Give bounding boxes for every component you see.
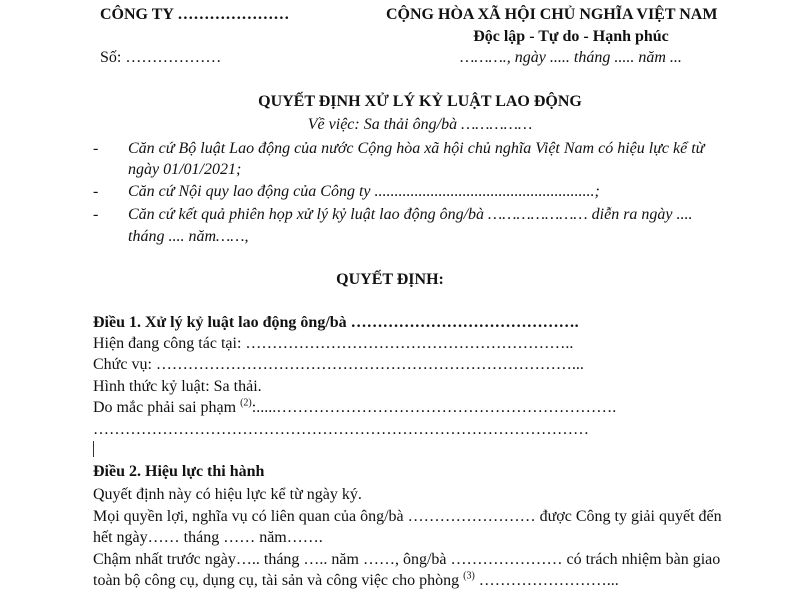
basis-dash: - — [93, 140, 99, 157]
violation-label: Do mắc phải sai phạm — [93, 399, 241, 416]
violation-blank: :.....………………………………………………………. — [251, 399, 617, 416]
article-1-violation-cont: ………………………………………………………………………………… — [93, 421, 589, 438]
basis-dash: - — [93, 206, 99, 223]
article-1-heading: Điều 1. Xử lý kỷ luật lao động ông/bà ……………………………………. — [93, 314, 579, 331]
article-1-position: Chức vụ: ……………………………………………………………………... — [93, 356, 584, 373]
handover-label: toàn bộ công cụ, dụng cụ, tài sản và công việc cho phòng — [93, 572, 464, 589]
company-name: CÔNG TY ………………… — [100, 6, 290, 23]
basis-3-line2: tháng .... năm……, — [128, 228, 249, 245]
article-2-line-4: Chậm nhất trước ngày….. tháng ….. năm ……, ông/bà ………………… có trách nhiệm bàn giao — [93, 551, 721, 568]
basis-1-line2: ngày 01/01/2021; — [128, 161, 242, 178]
decision-heading: QUYẾT ĐỊNH: — [336, 271, 444, 288]
date-line: ………., ngày ..... tháng ..... năm ... — [460, 49, 682, 66]
article-2-line-2: Mọi quyền lợi, nghĩa vụ có liên quan của ông/bà …………………… được Công ty giải quyết đến — [93, 508, 722, 525]
footnote-ref: (3) — [463, 570, 475, 582]
article-2-heading: Điều 2. Hiệu lực thi hành — [93, 463, 265, 480]
document-title: QUYẾT ĐỊNH XỬ LÝ KỶ LUẬT LAO ĐỘNG — [258, 93, 582, 110]
handover-blank: ……………………... — [474, 572, 619, 589]
article-1-violation — [93, 399, 616, 417]
document-number: Số: ……………… — [100, 49, 222, 66]
national-title: CỘNG HÒA XÃ HỘI CHỦ NGHĨA VIỆT NAM — [386, 6, 718, 23]
national-motto: Độc lập - Tự do - Hạnh phúc — [473, 28, 669, 45]
document-subject: Về việc: Sa thải ông/bà …………… — [307, 116, 533, 133]
article-2-line-1: Quyết định này có hiệu lực kể từ ngày ký. — [93, 486, 362, 503]
basis-2-line1: Căn cứ Nội quy lao động của Công ty .......................................................; — [128, 183, 600, 200]
basis-1-line1: Căn cứ Bộ luật Lao động của nước Cộng hòa xã hội chủ nghĩa Việt Nam có hiệu lực kể từ — [128, 140, 705, 157]
article-1-discipline-form: Hình thức kỷ luật: Sa thải. — [93, 378, 262, 395]
text-cursor — [93, 441, 94, 457]
basis-dash: - — [93, 183, 99, 200]
article-2-line-5 — [93, 572, 619, 590]
footnote-ref: (2) — [240, 397, 252, 409]
article-1-workplace: Hiện đang công tác tại: …………………………………………………….. — [93, 335, 574, 352]
basis-3-line1: Căn cứ kết quả phiên họp xử lý kỷ luật lao động ông/bà ………………… diễn ra ngày .... — [128, 206, 693, 223]
article-2-line-3: hết ngày…… tháng …… năm……. — [93, 529, 323, 546]
